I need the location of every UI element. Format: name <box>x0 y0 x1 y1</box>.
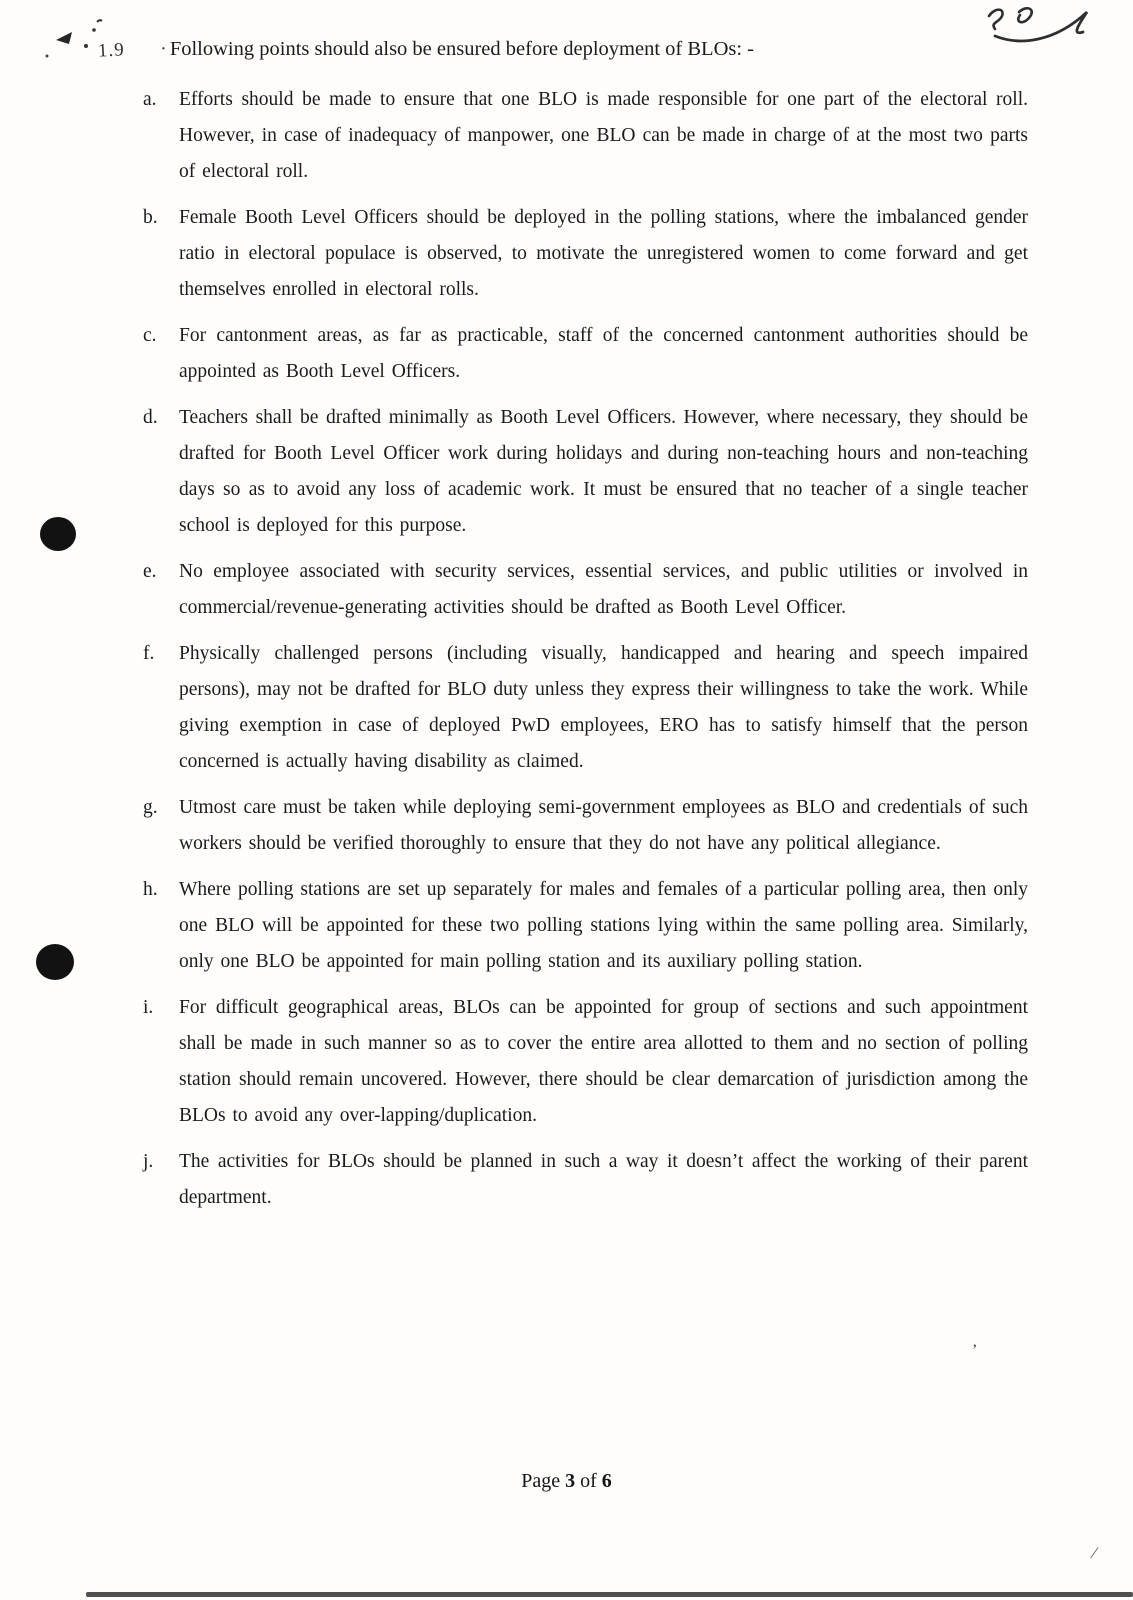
list-item-letter: b. <box>143 207 158 228</box>
points-list <box>143 82 1028 1226</box>
list-item-letter: a. <box>143 89 157 110</box>
page-of-label: of <box>580 1470 597 1492</box>
scan-speck: ’ <box>972 1342 978 1359</box>
list-item-letter: i. <box>143 997 154 1018</box>
section-heading-text: · Following points should also be ensured before deployment of BLOs: - <box>160 38 754 61</box>
list-item <box>143 82 1028 190</box>
list-item-text: No employee associated with security services, essential services, and public utilities or involved in commercial/revenue-generating activities should be drafted as Booth Level Officer. <box>179 561 1028 618</box>
list-item <box>143 990 1028 1134</box>
scan-speck: ⁄ <box>1093 1545 1096 1562</box>
list-item-letter: h. <box>143 879 158 900</box>
list-item <box>143 318 1028 390</box>
list-item <box>143 636 1028 780</box>
list-item <box>143 200 1028 308</box>
list-item-letter: d. <box>143 407 158 428</box>
list-item-letter: j. <box>143 1151 154 1172</box>
section-heading <box>98 38 1033 61</box>
list-item <box>143 554 1028 626</box>
list-item-text: Teachers shall be drafted minimally as Booth Level Officers. However, where necessary, they should be drafted for Booth Level Officer work during holidays and during non-teaching hours and non-teaching days so as to avoid any loss of academic work. It must be ensured that no teacher of a single teacher school is deployed for this purpose. <box>179 407 1028 536</box>
list-item-letter: c. <box>143 325 157 346</box>
list-item <box>143 790 1028 862</box>
list-item-letter: e. <box>143 561 157 582</box>
page-footer <box>0 1470 1133 1493</box>
page-label: Page <box>521 1470 561 1492</box>
scan-dot <box>36 944 74 980</box>
list-item-letter: g. <box>143 797 158 818</box>
page-current: 3 <box>565 1470 576 1492</box>
page-total: 6 <box>601 1470 612 1492</box>
list-item <box>143 872 1028 980</box>
scan-dot <box>40 517 76 551</box>
section-number: 1.9 <box>97 39 126 62</box>
list-item <box>143 400 1028 544</box>
scan-edge-line <box>86 1592 1133 1597</box>
list-item-text: Utmost care must be taken while deploying semi-government employees as BLO and credentials of such workers should be verified thoroughly to ensure that they do not have any political allegiance. <box>179 797 1028 854</box>
list-item-text: For cantonment areas, as far as practicable, staff of the concerned cantonment authorities should be appointed as Booth Level Officers. <box>179 325 1028 382</box>
list-item-text: Where polling stations are set up separately for males and females of a particular polling area, then only one BLO will be appointed for these two polling stations lying within the same polling area. Similarly, only one BLO be appointed for main polling station and its auxiliary polling station. <box>179 879 1028 972</box>
list-item-text: Female Booth Level Officers should be deployed in the polling stations, where the imbalanced gender ratio in electoral populace is observed, to motivate the unregistered women to come forward and get themselves enrolled in electoral rolls. <box>179 207 1028 300</box>
list-item <box>143 1144 1028 1216</box>
list-item-text: Efforts should be made to ensure that one BLO is made responsible for one part of the electoral roll. However, in case of inadequacy of manpower, one BLO can be made in charge of at the most two parts of electoral roll. <box>179 89 1028 182</box>
list-item-text: The activities for BLOs should be planned in such a way it doesn’t affect the working of their parent department. <box>179 1151 1028 1208</box>
list-item-text: Physically challenged persons (including visually, handicapped and hearing and speech impaired persons), may not be drafted for BLO duty unless they express their willingness to take the work. While giving exemption in case of deployed PwD employees, ERO has to satisfy himself that the person concerned is actually having disability as claimed. <box>179 643 1028 772</box>
list-item-text: For difficult geographical areas, BLOs can be appointed for group of sections and such appointment shall be made in such manner so as to cover the entire area allotted to them and no section of polling station should remain uncovered. However, there should be clear demarcation of jurisdiction among the BLOs to avoid any over-lapping/duplication. <box>179 997 1028 1126</box>
list-item-letter: f. <box>143 643 155 664</box>
